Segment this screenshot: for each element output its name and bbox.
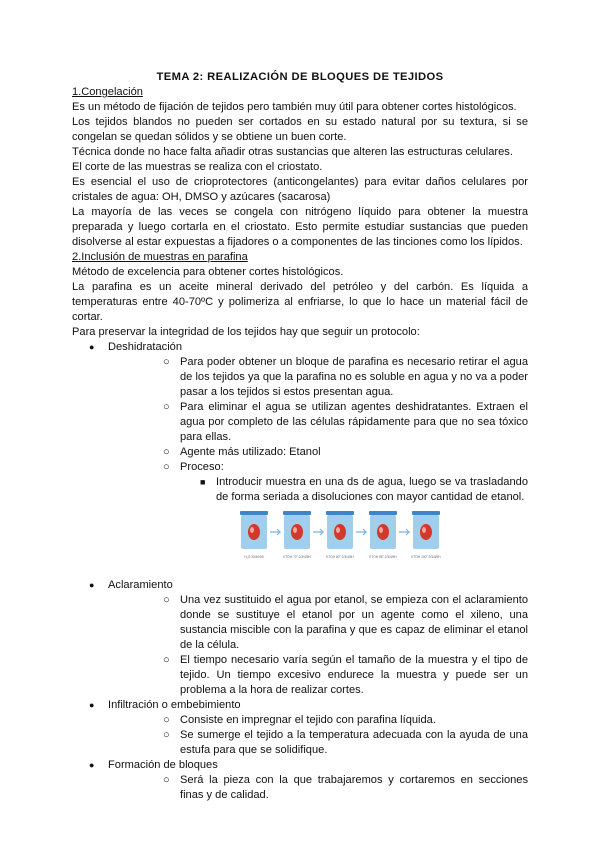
list-item (72, 758, 528, 803)
list-item (108, 460, 528, 505)
bullet-icon: ● (89, 342, 95, 352)
circle-bullet-icon: ○ (163, 356, 170, 368)
tissue-highlight (250, 527, 254, 533)
list-item-text: Introducir muestra en una ds de agua, luego se va trasladando de forma seriada a disoluciones con mayor cantidad de etanol. (216, 476, 528, 503)
sub-list (108, 713, 528, 758)
jar-lid (412, 511, 440, 515)
paragraph: Es un método de fijación de tejidos pero también muy útil para obtener cortes histológicos. (72, 101, 517, 113)
tissue-sample (377, 524, 389, 540)
list-item-text: Será la pieza con la que trabajaremos y cortaremos en secciones finas y de calidad. (180, 774, 528, 801)
list-item-text: Para poder obtener un bloque de parafina es necesario retirar el agua de los tejidos ya que la parafina no es soluble en agua y no va a poder pasar a los tejidos si estos presentan agua. (180, 356, 528, 398)
arrow-icon (270, 529, 280, 535)
circle-bullet-icon: ○ (163, 401, 170, 413)
jar-caption: ETOH 80° 2/3/4/5H (326, 555, 354, 559)
list-item (108, 445, 528, 460)
tissue-highlight (379, 527, 383, 533)
paragraph: La mayoría de las veces se congela con nitrógeno líquido para obtener la muestra preparada y luego cortarla en el criostato. Esto permite estudiar sustancias que pueden disolverse al estar expuestas a fijadores o a componentes de las tinciones como los lípidos. (72, 206, 528, 248)
circle-bullet-icon: ○ (163, 654, 170, 666)
tissue-sample (334, 524, 346, 540)
paragraph: Método de excelencia para obtener cortes histológicos. (72, 266, 344, 278)
list-item (108, 713, 528, 728)
paragraph: Técnica donde no hace falta añadir otras sustancias que alteren las estructuras celulares. (72, 146, 513, 158)
dehydration-jars-illustration (238, 509, 452, 573)
list-item-label: Deshidratación (108, 341, 182, 353)
list-item-text: Agente más utilizado: Etanol (180, 446, 321, 458)
jar-lid (240, 511, 268, 515)
sub-list (108, 593, 528, 698)
arrow-icon (313, 529, 323, 535)
list-item (72, 340, 528, 574)
list-item (108, 728, 528, 758)
paragraph: Es esencial el uso de crioprotectores (anticongelantes) para evitar daños celulares por cristales de agua: OH, DMSO y azúcares (sacarosa) (72, 176, 528, 203)
section-1-heading: 1.Congelación (72, 86, 143, 98)
circle-bullet-icon: ○ (163, 714, 170, 726)
list-item (108, 653, 528, 698)
dehydration-figure (108, 509, 528, 574)
tissue-highlight (422, 527, 426, 533)
tissue-sample (291, 524, 303, 540)
list-item-text: Proceso: (180, 461, 224, 473)
list-item (72, 578, 528, 698)
paragraph: Los tejidos blandos no pueden ser cortados en su estado natural por su textura, si se congelan se quedan sólidos y se obtiene un buen corte. (72, 116, 528, 143)
paragraph: Para preservar la integridad de los tejidos hay que seguir un protocolo: (72, 326, 420, 338)
sub-list (108, 355, 528, 505)
document-body (72, 85, 528, 803)
jar-caption: ETOH 100° 2/3/4/5H (411, 555, 441, 559)
circle-bullet-icon: ○ (163, 594, 170, 606)
circle-bullet-icon: ○ (163, 774, 170, 786)
tissue-highlight (336, 527, 340, 533)
list-item (108, 773, 528, 803)
list-item-label: Infiltración o embebimiento (108, 699, 241, 711)
bullet-icon: ● (89, 700, 95, 710)
sub-list (108, 773, 528, 803)
list-item (108, 593, 528, 653)
arrow-icon (399, 529, 409, 535)
list-item (72, 698, 528, 758)
circle-bullet-icon: ○ (163, 729, 170, 741)
list-item (108, 475, 528, 505)
tissue-sample (420, 524, 432, 540)
jar-lid (326, 511, 354, 515)
jar-lid (283, 511, 311, 515)
list-item (108, 355, 528, 400)
circle-bullet-icon: ○ (163, 446, 170, 458)
list-item-text: Se sumerge el tejido a la temperatura adecuada con la ayuda de una estufa para que se solidifique. (180, 729, 528, 756)
jar-caption: ETOH 96° 2/3/4/5H (369, 555, 397, 559)
tissue-highlight (293, 527, 297, 533)
jar-caption: H₂O 30/40/50 (244, 555, 264, 559)
list-item (108, 400, 528, 445)
paragraph: El corte de las muestras se realiza con el criostato. (72, 161, 323, 173)
square-bullet-icon: ■ (200, 477, 206, 487)
bullet-icon: ● (89, 760, 95, 770)
list-item-text: Consiste en impregnar el tejido con parafina líquida. (180, 714, 436, 726)
bullet-icon: ● (89, 580, 95, 590)
sub-sub-list (108, 475, 528, 505)
arrow-icon (356, 529, 366, 535)
list-item-text: Una vez sustituido el agua por etanol, se empieza con el aclaramiento donde se sustituye el etanol por un agente como el xileno, una sustancia miscible con la parafina y que es capaz de eliminar el etanol de la célula. (180, 594, 528, 651)
circle-bullet-icon: ○ (163, 461, 170, 473)
jar-lid (369, 511, 397, 515)
list-item-label: Aclaramiento (108, 579, 173, 591)
paragraph: La parafina es un aceite mineral derivado del petróleo y del carbón. Es líquida a temperaturas entre 40-70ºC y polimeriza al enfriarse, lo que lo hace un material fácil de cortar. (72, 281, 528, 323)
page-title: TEMA 2: REALIZACIÓN DE BLOQUES DE TEJIDOS (156, 71, 444, 83)
list-item-text: El tiempo necesario varía según el tamaño de la muestra y el tipo de tejido. Un tiempo excesivo endurece la muestra y puede ser un problema a la hora de realizar cortes. (180, 654, 528, 696)
protocol-list (72, 340, 528, 803)
jar-caption: ETOH 70° 2/3/4/5H (283, 555, 311, 559)
section-2-heading: 2.Inclusión de muestras en parafina (72, 251, 248, 263)
tissue-sample (248, 524, 260, 540)
list-item-text: Para eliminar el agua se utilizan agentes deshidratantes. Extraen el agua por completo de las células rápidamente para que no sea tóxico para ellas. (180, 401, 528, 443)
list-item-label: Formación de bloques (108, 759, 218, 771)
